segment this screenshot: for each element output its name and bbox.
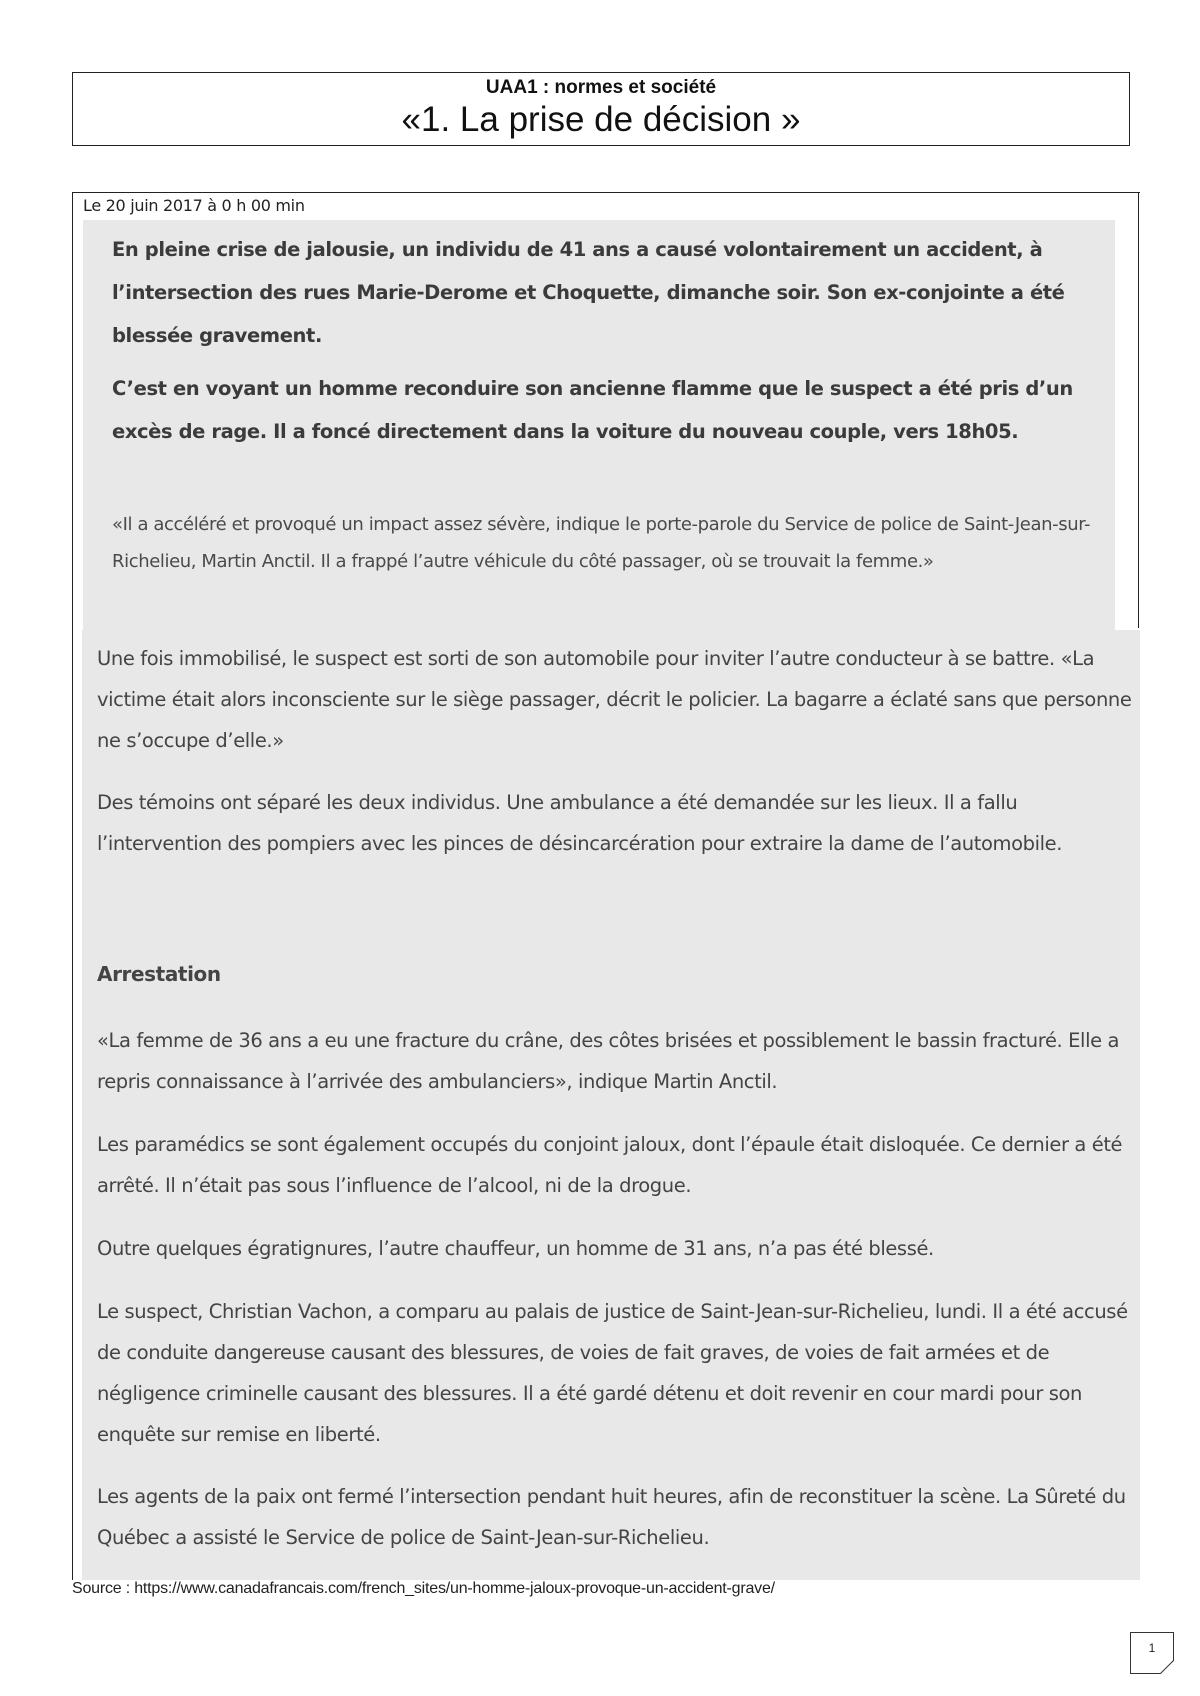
section-heading: Arrestation (97, 962, 221, 986)
lead-paragraph: C’est en voyant un homme reconduire son ancienne flamme que le suspect a été pris d’un excès de rage. Il a foncé directement dans la voiture du nouveau couple, vers 18h05. (112, 377, 1073, 443)
page-number: 1 (1148, 1641, 1156, 1655)
body-paragraph: Les paramédics se sont également occupés du conjoint jaloux, dont l’épaule était disloquée. Ce dernier a été arrêté. Il n’était pas sous l’influence de l’alcool, ni de la drogue. (97, 1133, 1123, 1197)
page-number-box (1130, 1632, 1174, 1674)
source-line: Source : https://www.canadafrancais.com/french_sites/un-homme-jaloux-provoque-un-accident-grave/ (72, 1580, 775, 1597)
article-date: Le 20 juin 2017 à 0 h 00 min (83, 196, 305, 215)
header-box (72, 72, 1130, 146)
body-paragraph: «La femme de 36 ans a eu une fracture du crâne, des côtes brisées et possiblement le bassin fracturé. Elle a repris connaissance à l’arrivée des ambulanciers», indique Martin Anctil. (97, 1029, 1120, 1093)
body-paragraph: Outre quelques égratignures, l’autre chauffeur, un homme de 31 ans, n’a pas été blessé. (97, 1237, 934, 1260)
body-paragraph: Une fois immobilisé, le suspect est sorti de son automobile pour inviter l’autre conducteur à se battre. «La victime était alors inconsciente sur le siège passager, décrit le policier. La bagarre a éclaté sans que personne ne s’occupe d’elle.» (97, 647, 1132, 752)
body-paragraph: Des témoins ont séparé les deux individus. Une ambulance a été demandée sur les lieux. Il a fallu l’intervention des pompiers avec les pinces de désincarcération pour extraire la dame de l’automobile. (97, 791, 1063, 855)
body-paragraph: Les agents de la paix ont fermé l’intersection pendant huit heures, afin de reconstituer la scène. La Sûreté du Québec a assisté le Service de police de Saint-Jean-sur-Richelieu. (97, 1485, 1126, 1549)
lead-paragraph: En pleine crise de jalousie, un individu de 41 ans a causé volontairement un accident, à l’intersection des rues Marie-Derome et Choquette, dimanche soir. Son ex-conjointe a été blessée gravement. (112, 238, 1065, 347)
body-paragraph: Le suspect, Christian Vachon, a comparu au palais de justice de Saint-Jean-sur-Richelieu, lundi. Il a été accusé de conduite dangereuse causant des blessures, de voies de fait graves, de voies de fait armées et de négligence criminelle causant des blessures. Il a été gardé détenu et doit revenir en cour mardi pour son enquête sur remise en liberté. (97, 1300, 1128, 1446)
header-title: «1. La prise de décision » (401, 100, 801, 139)
quote-paragraph: «Il a accéléré et provoqué un impact assez sévère, indique le porte-parole du Service de police de Saint-Jean-sur-Richelieu, Martin Anctil. Il a frappé l’autre véhicule du côté passager, où se trouvait la femme.» (112, 514, 1091, 572)
header-subtitle: UAA1 : normes et société (485, 77, 717, 98)
article-frame-right-edge (1138, 192, 1139, 628)
page-fold-icon (1160, 1660, 1174, 1674)
